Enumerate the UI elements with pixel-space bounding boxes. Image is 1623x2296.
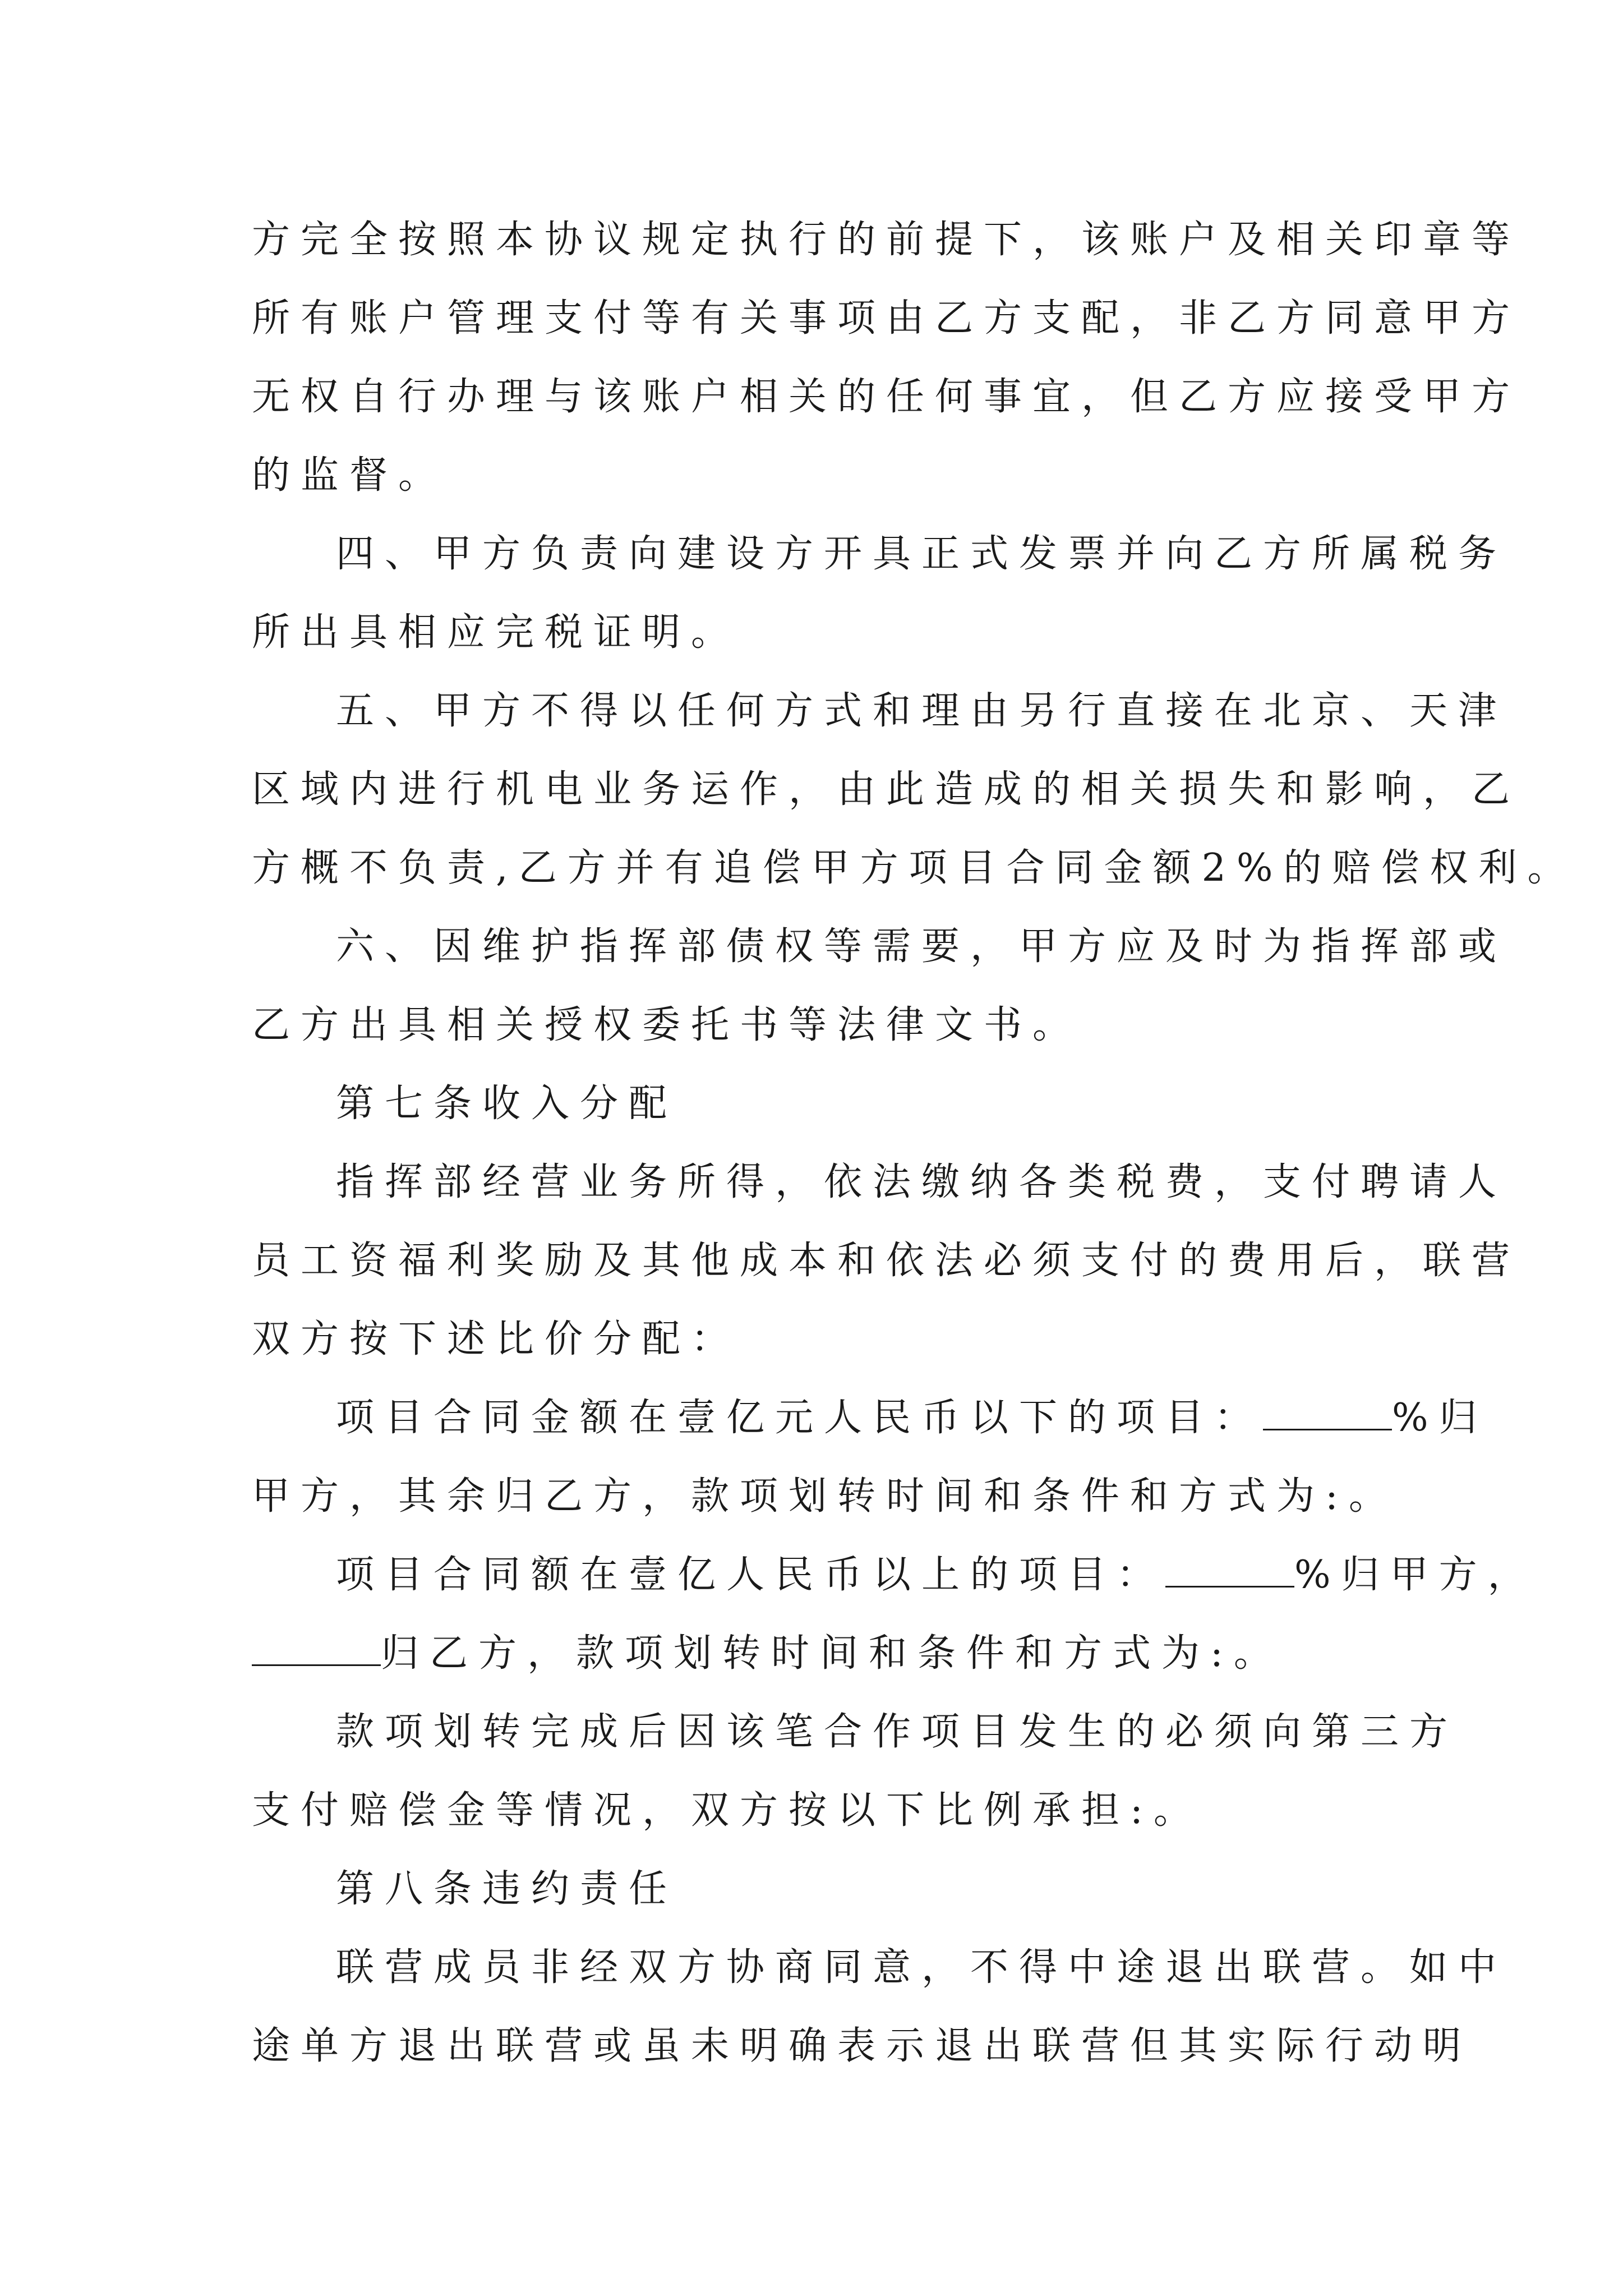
section-heading: 第七条收入分配 xyxy=(336,1082,678,1126)
text-segment: %归甲方， xyxy=(1294,1553,1537,1597)
text-line: 无权自行办理与该账户相关的任何事宜，但乙方应接受甲方 xyxy=(252,375,1521,419)
text-line: 款项划转完成后因该笔合作项目发生的必须向第三方 xyxy=(336,1710,1459,1754)
document-body xyxy=(252,201,1576,2086)
text-line xyxy=(252,1536,1537,1614)
text-line: 六、因维护指挥部债权等需要，甲方应及时为指挥部或 xyxy=(336,924,1507,969)
text-line: 区域内进行机电业务运作，由此造成的相关损失和影响，乙 xyxy=(252,767,1521,812)
text-line: 乙方出具相关授权委托书等法律文书。 xyxy=(252,1003,1082,1047)
text-line: 方概不负责,乙方并有追偿甲方项目合同金额2%的赔偿权利。 xyxy=(252,846,1576,890)
text-line xyxy=(252,1379,1488,1457)
text-line: 四、甲方负责向建设方开具正式发票并向乙方所属税务 xyxy=(336,532,1507,576)
text-line: 途单方退出联营或虽未明确表示退出联营但其实际行动明 xyxy=(252,2024,1472,2068)
fill-in-blank xyxy=(1165,1552,1294,1588)
text-line: 五、甲方不得以任何方式和理由另行直接在北京、天津 xyxy=(336,689,1507,733)
fill-in-blank xyxy=(1263,1395,1392,1430)
text-line: 的监督。 xyxy=(252,453,448,498)
text-line: 联营成员非经双方协商同意，不得中途退出联营。如中 xyxy=(336,1945,1507,1990)
text-line: 所出具相应完税证明。 xyxy=(252,610,740,655)
text-segment: 项目合同额在壹亿人民币以上的项目： xyxy=(336,1553,1166,1597)
text-segment: %归 xyxy=(1392,1396,1488,1440)
text-line: 支付赔偿金等情况，双方按以下比例承担:。 xyxy=(252,1788,1202,1833)
text-segment: 归乙方，款项划转时间和条件和方式为:。 xyxy=(381,1631,1283,1676)
text-line: 双方按下述比价分配： xyxy=(252,1317,740,1361)
text-line: 甲方，其余归乙方，款项划转时间和条件和方式为:。 xyxy=(252,1474,1398,1519)
fill-in-blank xyxy=(252,1631,381,1666)
text-line: 员工资福利奖励及其他成本和依法必须支付的费用后，联营 xyxy=(252,1239,1521,1283)
text-line xyxy=(252,1614,1373,1693)
section-heading: 第八条违约责任 xyxy=(336,1867,678,1911)
text-segment: 项目合同金额在壹亿元人民币以下的项目： xyxy=(336,1396,1264,1440)
text-line: 方完全按照本协议规定执行的前提下，该账户及相关印章等 xyxy=(252,218,1521,262)
text-line: 指挥部经营业务所得，依法缴纳各类税费，支付聘请人 xyxy=(336,1160,1507,1204)
text-line: 所有账户管理支付等有关事项由乙方支配，非乙方同意甲方 xyxy=(252,296,1521,341)
